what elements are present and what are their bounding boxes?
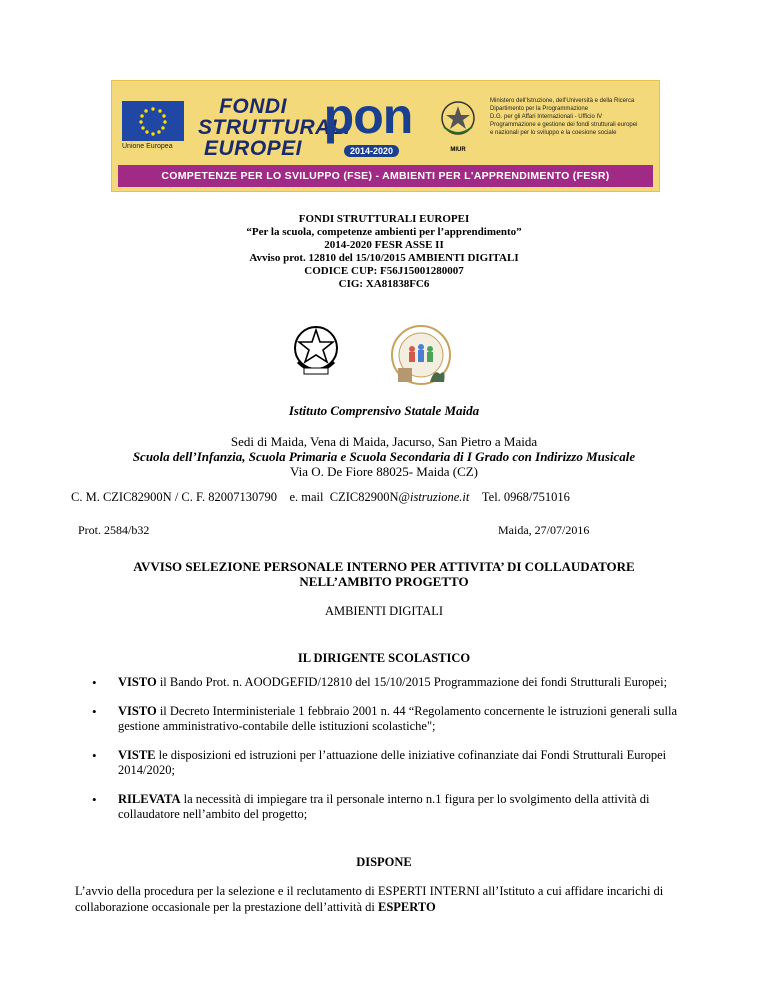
header-line: CIG: XA81838FC6	[338, 278, 430, 290]
pon-years: 2014-2020	[344, 145, 399, 157]
school-name: Istituto Comprensivo Statale Maida	[288, 403, 480, 418]
notice-line: AVVISO SELEZIONE PERSONALE INTERNO PER ATTIVITA’ DI COLLAUDATORE	[133, 559, 635, 574]
item-key: VISTO	[118, 675, 157, 689]
pon-word: pon	[323, 88, 413, 144]
header-line: “Per la scuola, competenze ambienti per l’apprendimento”	[246, 226, 522, 238]
school-logo-icon	[386, 322, 456, 394]
school-tel: Tel. 0968/751016	[481, 490, 570, 504]
ministero-line: e nazionali per lo sviluppo e la coesione sociale	[490, 130, 617, 136]
ministero-line: Ministero dell'Istruzione, dell'Università e della Ricerca	[490, 98, 635, 104]
project-header	[0, 213, 768, 291]
project-name: AMBIENTI DIGITALI	[324, 604, 444, 618]
header-line: CODICE CUP: F56J15001280007	[304, 265, 464, 277]
bullet-icon: •	[92, 792, 97, 807]
body-text: L’avvio della procedura per la selezione e il reclutamento di ESPERTI INTERNI all’Istituto a cui affidare incarichi di collaborazione occasionale per la prestazione dell’attività di	[75, 884, 664, 914]
eu-label: Unione Europea	[122, 143, 173, 150]
pon-logo	[314, 88, 422, 159]
item-text: il Bando Prot. n. AOODGEFID/12810 del 15/10/2015 Programmazione dei fondi Strutturali Europei;	[156, 675, 668, 689]
dispone-heading: DISPONE	[356, 855, 412, 869]
emblems	[290, 322, 480, 397]
document-date: Maida, 27/07/2016	[498, 523, 590, 537]
list-item	[92, 704, 712, 734]
school-levels: Scuola dell’Infanzia, Scuola Primaria e Scuola Secondaria di I Grado con Indirizzo Musicale	[132, 449, 636, 464]
bullet-icon: •	[92, 748, 97, 763]
notice-title	[0, 559, 768, 589]
eu-logo	[122, 101, 184, 150]
ministero-line: D.G. per gli Affari Internazionali - Ufficio IV	[490, 114, 603, 120]
eu-flag-icon	[122, 101, 184, 141]
notice-line: NELL’AMBITO PROGETTO	[299, 574, 469, 589]
ministero-text	[490, 97, 656, 137]
item-text: le disposizioni ed istruzioni per l’attuazione delle iniziative cofinanziate dai Fondi Strutturali Europei 2014/2020;	[118, 748, 667, 777]
item-text: la necessità di impiegare tra il personale interno n.1 figura per lo svolgimento della attività di collaudatore nell’ambito del progetto;	[118, 792, 650, 821]
header-line: FONDI STRUTTURALI EUROPEI	[298, 213, 470, 225]
bullet-icon: •	[92, 704, 97, 719]
email-label: e. mail	[289, 490, 324, 504]
premises-list	[92, 675, 712, 822]
email-domain: istruzione.it	[410, 490, 470, 504]
school-contacts	[71, 490, 711, 505]
dirigente-heading: IL DIRIGENTE SCOLASTICO	[297, 651, 471, 665]
banner-logos	[112, 81, 659, 163]
fondi-logo-text	[198, 95, 351, 160]
school-address: Via O. De Fiore 88025- Maida (CZ)	[289, 464, 479, 479]
pon-banner	[111, 80, 660, 192]
bullet-icon: •	[92, 675, 97, 690]
header-line: 2014-2020 FESR ASSE II	[324, 239, 444, 251]
item-key: VISTE	[118, 748, 156, 762]
protocol-number: Prot. 2584/b32	[78, 523, 150, 537]
school-info	[0, 434, 768, 479]
header-line: Avviso prot. 12810 del 15/10/2015 AMBIENTI DIGITALI	[249, 252, 519, 264]
banner-strip: COMPETENZE PER LO SVILUPPO (FSE) - AMBIENTI PER L'APPRENDIMENTO (FESR)	[118, 165, 653, 187]
fondi-line: STRUTTURALI	[198, 116, 351, 139]
item-text: il Decreto Interministeriale 1 febbraio 2001 n. 44 “Regolamento concernente le istruzioni generali sulla gestione amministrativo-contabile delle istituzioni scolastiche";	[118, 704, 677, 733]
ministero-line: Programmazione e gestione dei fondi strutturali europei	[490, 122, 638, 128]
ministero-line: Dipartimento per la Programmazione	[490, 106, 589, 112]
fondi-line: EUROPEI	[203, 137, 303, 160]
italian-republic-emblem-icon	[438, 99, 478, 141]
email-user: CZIC82900N@	[329, 490, 410, 504]
miur-logo	[434, 99, 482, 153]
list-item	[92, 792, 712, 822]
school-codes: C. M. CZIC82900N / C. F. 82007130790	[71, 490, 277, 504]
item-key: RILEVATA	[118, 792, 181, 806]
list-item	[92, 748, 712, 778]
email-link[interactable]	[330, 490, 470, 505]
fondi-line: FONDI	[219, 95, 287, 118]
item-key: VISTO	[118, 704, 157, 718]
list-item	[92, 675, 712, 690]
body-paragraph	[75, 883, 715, 915]
school-sedi: Sedi di Maida, Vena di Maida, Jacurso, San Pietro a Maida	[230, 434, 538, 449]
miur-label: MIUR	[450, 147, 466, 153]
republic-emblem-icon	[290, 322, 342, 378]
body-bold-tail: ESPERTO	[378, 900, 436, 914]
